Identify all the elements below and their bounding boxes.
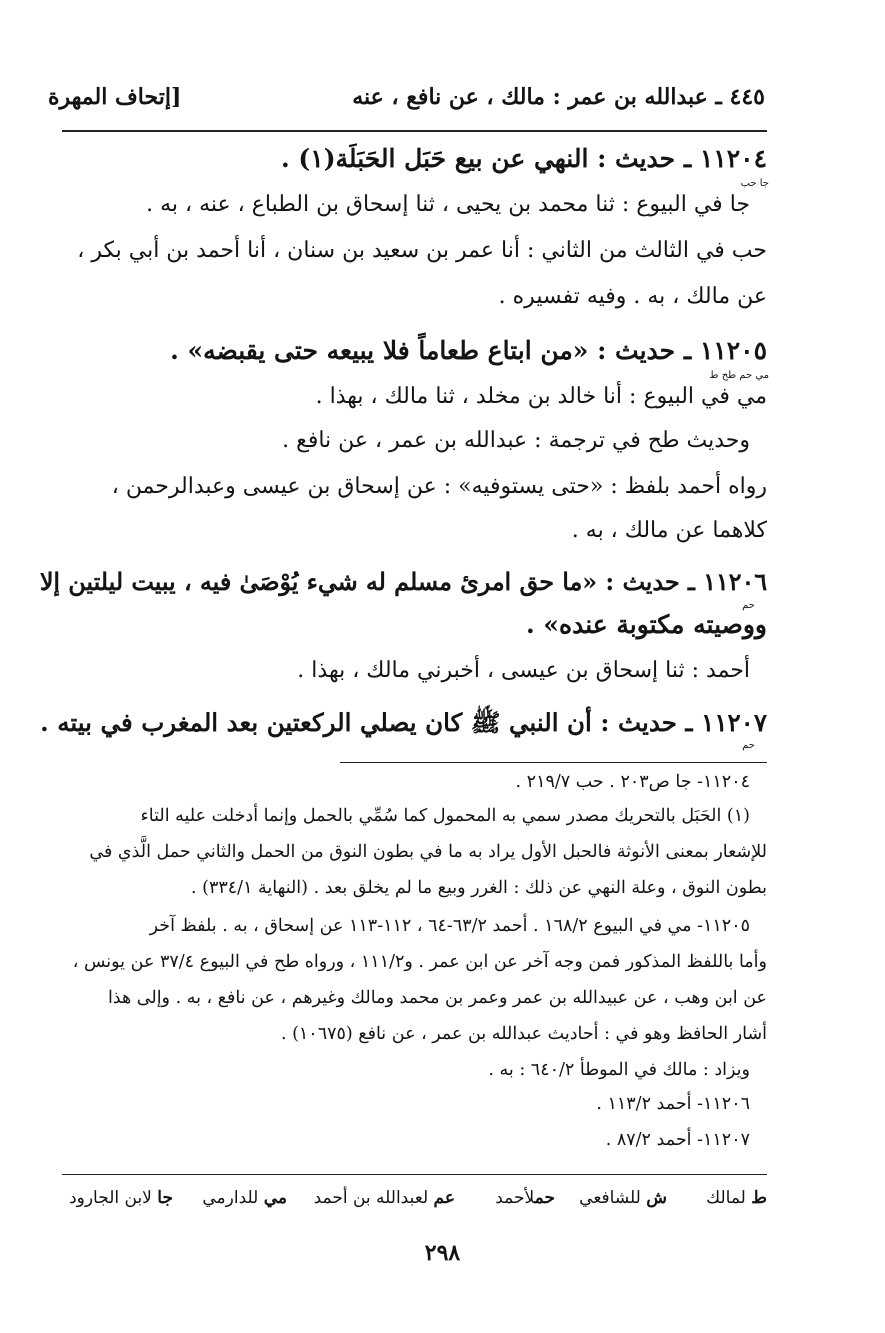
text-line: عن مالك ، به . وفيه تفسيره . [498, 284, 767, 309]
hadith-heading-11206-cont: ووصيته مكتوبة عنده» . [525, 610, 767, 639]
text-line: رواه أحمد بلفظ : «حتى يستوفيه» : عن إسحاق بن عيسى وعبدالرحمن ، [111, 474, 767, 499]
abbreviation-name: لأحمد [495, 1188, 535, 1208]
abbreviation-name: لمالك [706, 1188, 746, 1208]
footnote-line: ١١٢٠٥- مي في البيوع ١٦٨/٢ . أحمد ٦٣/٢-٦٤ ، ١١٢-١١٣ عن إسحاق ، به . بلفظ آخر [149, 916, 750, 936]
footnote-rule [340, 762, 767, 763]
abbreviation-item [202, 1188, 287, 1208]
footnote-line: ويزاد : مالك في الموطأ ٦٤٠/٢ : به . [488, 1060, 750, 1080]
footnote-line: ١١٢٠٧- أحمد ٨٧/٢ . [605, 1130, 750, 1150]
text-line: كلاهما عن مالك ، به . [571, 518, 767, 543]
abbreviation-name: للشافعي [579, 1188, 641, 1208]
abbreviation-code: حم [534, 1188, 555, 1208]
footnote-line: للإشعار بمعنى الأنوثة فالحبل الأول يراد به ما في بطون النوق من الحمل والثاني حمل الَّذي في [89, 842, 767, 862]
sigla-11206: حم [742, 600, 755, 611]
abbreviation-code: ش [646, 1188, 667, 1208]
sigla-11205: مي حم طح ط [709, 370, 769, 381]
footnote-line: وأما باللفظ المذكور فمن وجه آخر عن ابن عمر . و١١١/٢ ، ورواه طح في البيوع ٣٧/٤ عن يونس ، [72, 952, 767, 972]
abbreviation-code: جا [157, 1188, 173, 1208]
abbreviation-name: لابن الجارود [69, 1188, 152, 1208]
hadith-heading-11206: ١١٢٠٦ ـ حديث : «ما حق امرئ مسلم له شيء يُوْصَىٰ فيه ، يبيت ليلتين إلا [39, 568, 767, 596]
text-line: حب في الثالث من الثاني : أنا عمر بن سعيد بن سنان ، أنا أحمد بن أبي بكر ، [77, 238, 767, 263]
text-line: أحمد : ثنا إسحاق بن عيسى ، أخبرني مالك ، بهذا . [297, 658, 750, 683]
text-line: مي في البيوع : أنا خالد بن مخلد ، ثنا مالك ، بهذا . [315, 384, 767, 409]
footnote-line: (١) الحَبَل بالتحريك مصدر سمي به المحمول كما سُمِّي بالحمل وإنما أدخلت عليه التاء [140, 806, 750, 826]
abbreviation-item [579, 1188, 667, 1208]
footnote-line: ١١٢٠٦- أحمد ١١٣/٢ . [596, 1094, 750, 1114]
sigla-11207: حم [742, 740, 755, 751]
abbreviation-item [314, 1188, 455, 1208]
footnote-line: بطون النوق ، وعلة النهي عن ذلك : الغرر وبيع ما لم يخلق بعد . (النهاية ٣٣٤/١) . [191, 878, 767, 898]
page-number: ٢٩٨ [424, 1240, 461, 1266]
sigla-11204: جا حب [740, 178, 769, 189]
abbreviations-rule [62, 1174, 767, 1175]
abbreviation-name: لعبدالله بن أحمد [313, 1188, 429, 1208]
text-line: وحديث طح في ترجمة : عبدالله بن عمر ، عن نافع . [282, 428, 750, 453]
abbreviation-item [706, 1188, 767, 1208]
text-line: جا في البيوع : ثنا محمد بن يحيى ، ثنا إسحاق بن الطباع ، عنه ، به . [146, 192, 750, 217]
footnote-line: عن ابن وهب ، عن عبيدالله بن عمر وعمر بن محمد ومالك وغيرهم ، عن نافع ، به . وإلى هذا [107, 988, 767, 1008]
hadith-heading-11205: ١١٢٠٥ ـ حديث : «من ابتاع طعاماً فلا يبيعه حتى يقبضه» . [170, 336, 767, 365]
hadith-heading-11207: ١١٢٠٧ ـ حديث : أن النبي ﷺ كان يصلي الركعتين بعد المغرب في بيته . [40, 708, 767, 737]
header-rule [62, 130, 767, 132]
abbreviation-item [69, 1188, 173, 1208]
abbreviation-code: مي [263, 1188, 287, 1208]
hadith-heading-11204: ١١٢٠٤ ـ حديث : النهي عن بيع حَبَل الحَبَلَة(١) . [281, 144, 767, 173]
running-header-title: ٤٤٥ ـ عبدالله بن عمر : مالك ، عن نافع ، عنه [352, 84, 765, 110]
abbreviation-item [495, 1188, 555, 1208]
abbreviation-name: للدارمي [202, 1188, 259, 1208]
footnote-line: أشار الحافظ وهو في : أحاديث عبدالله بن عمر ، عن نافع (١٠٦٧٥) . [280, 1024, 767, 1044]
abbreviation-code: عم [433, 1188, 455, 1208]
abbreviation-code: ط [751, 1188, 767, 1208]
footnote-line: ١١٢٠٤- جا ص٢٠٣ . حب ٢١٩/٧ . [515, 772, 750, 792]
running-header-book: [إتحاف المهرة [48, 84, 182, 110]
